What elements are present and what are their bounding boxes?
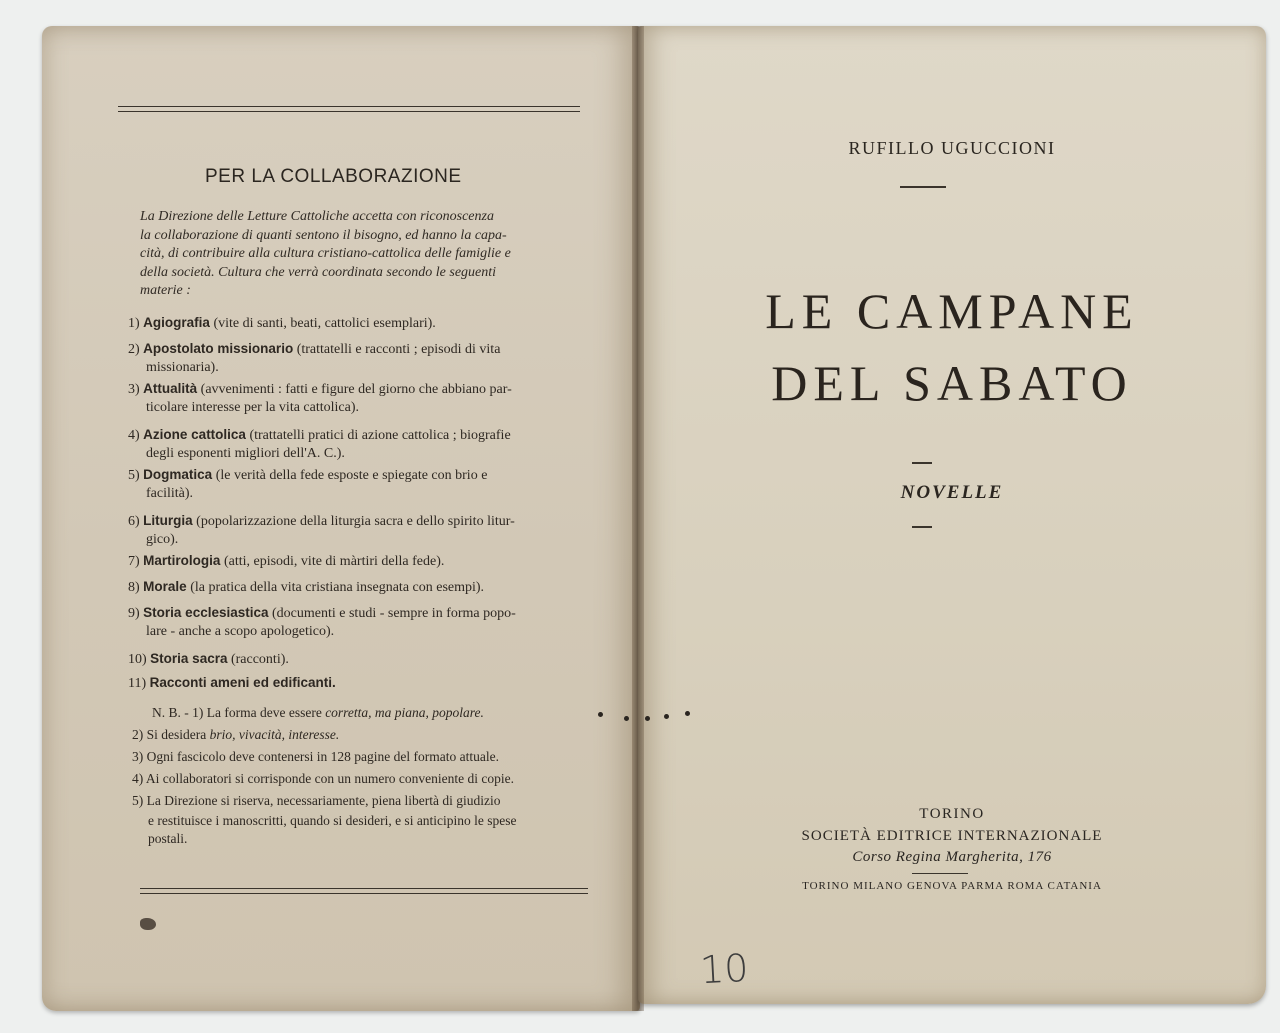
item-number: 2) — [128, 342, 140, 357]
item-continuation: facilità). — [146, 486, 194, 501]
book-title-line-2: DEL SABATO — [771, 355, 1133, 411]
subject-item — [128, 650, 590, 669]
item-number: 1) — [128, 316, 140, 331]
intro-line: la collaborazione di quanti sentono il bisogno, ed hanno la capa- — [140, 227, 507, 243]
subject-item — [128, 380, 590, 417]
item-term: Morale — [143, 579, 187, 594]
subject-item — [128, 674, 590, 693]
item-text: (atti, episodi, vite di màrtiri della fede). — [223, 554, 445, 569]
nb-line — [148, 812, 613, 830]
nb-line — [148, 830, 613, 848]
subject-item — [128, 314, 590, 333]
intro-line: materie : — [140, 283, 191, 298]
item-text: (avvenimenti : fatti e figure del giorno che abbiano par- — [200, 382, 512, 397]
short-rule — [900, 186, 946, 188]
item-number: 3) — [128, 382, 140, 397]
item-text: (trattatelli pratici di azione cattolica ; biografie — [249, 428, 511, 443]
item-text: (la pratica della vita cristiana insegnata con esempi). — [190, 580, 485, 595]
item-number: 10) — [128, 652, 147, 667]
subject-item — [128, 466, 590, 503]
short-rule — [912, 873, 968, 874]
publisher-address: Corso Regina Margherita, 176 — [852, 849, 1052, 865]
item-text: (documenti e studi - sempre in forma popo- — [272, 606, 516, 621]
nb-text: 3) Ogni fascicolo deve contenersi in 128 pagine del formato attuale. — [132, 749, 499, 764]
ink-stain — [140, 918, 156, 930]
nb-text: postali. — [148, 831, 188, 846]
book-title-line-1: LE CAMPANE — [765, 283, 1139, 339]
ink-dot — [664, 714, 669, 719]
page-heading: PER LA COLLABORAZIONE — [205, 166, 462, 187]
item-continuation: lare - anche a scopo apologetico). — [146, 624, 335, 639]
item-number: 11) — [128, 676, 147, 691]
nb-italic-text: brio, vivacità, interesse. — [209, 727, 340, 742]
subject-item — [128, 578, 590, 597]
subject-item — [128, 604, 590, 641]
nb-text: e restituisce i manoscritti, quando si desideri, e si anticipino le spese — [148, 813, 517, 828]
publisher-name: SOCIETÀ EDITRICE INTERNAZIONALE — [801, 828, 1103, 844]
item-term: Storia ecclesiastica — [143, 605, 269, 620]
nb-line — [132, 748, 597, 766]
nb-line — [132, 770, 597, 788]
ink-dot — [685, 711, 690, 716]
nb-text: N. B. - 1) La forma deve essere — [152, 705, 326, 720]
item-text: (trattatelli e racconti ; episodi di vita — [296, 342, 501, 357]
intro-paragraph — [140, 208, 590, 301]
item-text: (le verità della fede esposte e spiegate con brio e — [215, 468, 488, 483]
subject-item — [128, 512, 590, 549]
item-continuation: degli esponenti migliori dell'A. C.). — [146, 446, 345, 461]
item-term: Racconti ameni ed edificanti. — [149, 675, 336, 690]
item-number: 4) — [128, 428, 140, 443]
short-rule — [912, 462, 932, 464]
nb-line — [132, 726, 597, 744]
item-text: (popolarizzazione della liturgia sacra e dello spirito litur- — [196, 514, 515, 529]
ink-dot — [624, 716, 629, 721]
handwritten-number: 10 — [698, 945, 750, 993]
nb-text: 5) La Direzione si riserva, necessariamente, piena libertà di giudizio — [132, 793, 501, 808]
author-name: RUFILLO UGUCCIONI — [848, 138, 1056, 158]
item-number: 5) — [128, 468, 140, 483]
book-subtitle: NOVELLE — [900, 482, 1004, 503]
ink-dot — [645, 716, 650, 721]
intro-line: della società. Cultura che verrà coordinata secondo le seguenti — [140, 264, 497, 280]
nb-text: 4) Ai collaboratori si corrisponde con un numero conveniente di copie. — [132, 771, 515, 786]
item-term: Storia sacra — [150, 651, 228, 666]
item-term: Attualità — [143, 381, 198, 396]
intro-line: cità, di contribuire alla cultura cristiano-cattolica delle famiglie e — [140, 246, 511, 261]
item-number: 7) — [128, 554, 140, 569]
item-number: 8) — [128, 580, 140, 595]
subject-item — [128, 552, 590, 571]
item-term: Apostolato missionario — [143, 341, 294, 356]
item-term: Dogmatica — [143, 467, 213, 482]
subject-item — [128, 340, 590, 377]
item-continuation: gico). — [146, 532, 179, 547]
item-term: Azione cattolica — [143, 427, 246, 442]
intro-line: La Direzione delle Letture Cattoliche accetta con riconoscenza — [140, 209, 494, 224]
imprint-city: TORINO — [919, 806, 985, 822]
item-text: (vite di santi, beati, cattolici esemplari). — [213, 316, 436, 331]
nb-italic-text: corretta, ma piana, popolare. — [325, 705, 484, 720]
nb-line — [152, 704, 617, 722]
top-double-rule — [118, 106, 580, 112]
item-term: Martirologia — [143, 553, 221, 568]
subject-item — [128, 426, 590, 463]
nb-line — [132, 792, 597, 810]
bottom-double-rule — [140, 888, 588, 894]
ink-dot — [598, 712, 603, 717]
item-text: (racconti). — [230, 652, 289, 667]
nb-text: 2) Si desidera — [132, 727, 210, 742]
item-term: Agiografia — [143, 315, 210, 330]
item-number: 6) — [128, 514, 140, 529]
publisher-cities: TORINO MILANO GENOVA PARMA ROMA CATANIA — [802, 880, 1102, 892]
short-rule — [912, 526, 932, 528]
item-term: Liturgia — [143, 513, 193, 528]
item-number: 9) — [128, 606, 140, 621]
item-continuation: ticolare interesse per la vita cattolica). — [146, 400, 360, 415]
item-continuation: missionaria). — [146, 360, 219, 375]
